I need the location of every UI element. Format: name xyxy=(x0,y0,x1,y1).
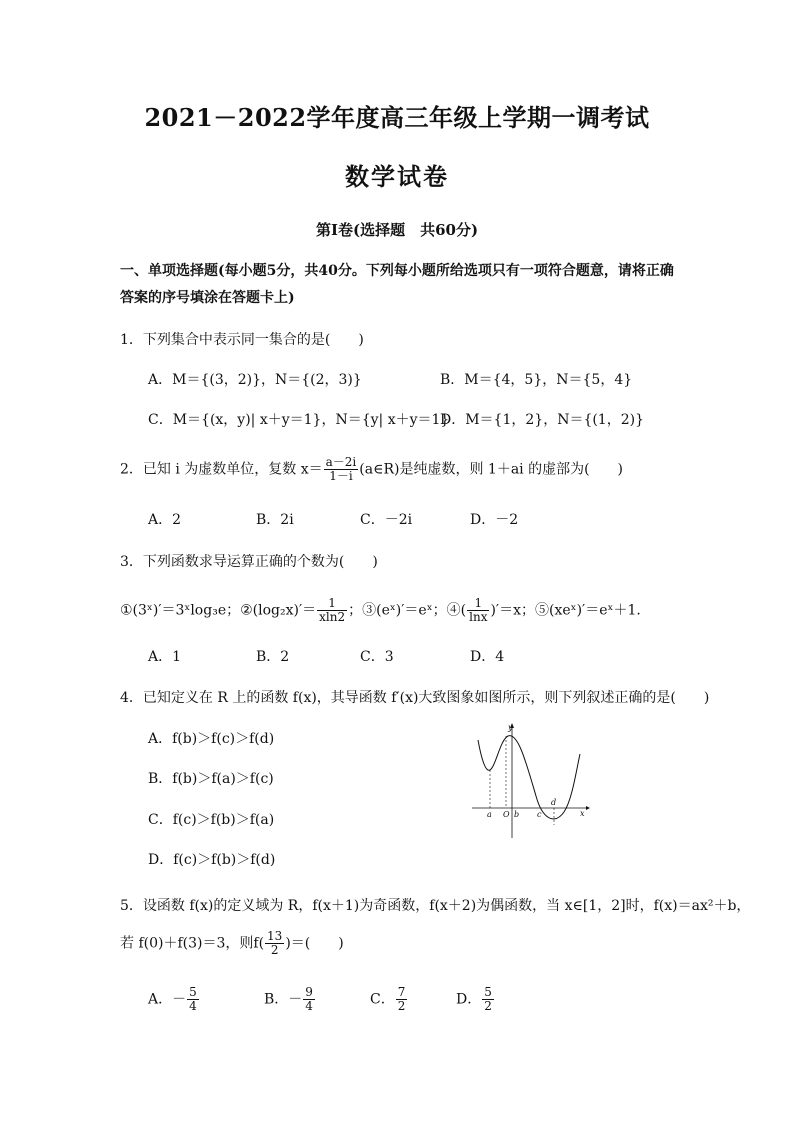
q5-a-label: A．－ xyxy=(148,991,187,1008)
q3-items-part3: )′＝x；⑤(xeˣ)′＝eˣ＋1. xyxy=(490,602,641,619)
q5-d-label: D． xyxy=(456,991,482,1008)
q1-option-d: D．M＝{1，2}，N＝{(1，2)} xyxy=(440,412,644,428)
label-x: x xyxy=(580,809,585,818)
q5-b-label: B．－ xyxy=(264,991,303,1008)
q2-denominator: 1－i xyxy=(329,469,353,483)
derivative-curve xyxy=(478,736,580,819)
q3-option-c: C．3 xyxy=(360,649,394,665)
q3-stem: 3．下列函数求导运算正确的个数为( ) xyxy=(120,554,378,570)
q4-option-a: A．f(b)＞f(c)＞f(d) xyxy=(148,731,275,747)
q5-option-c xyxy=(370,986,408,1013)
q3-f2-den: lnx xyxy=(469,610,488,624)
q5-c-den: 2 xyxy=(397,999,406,1013)
q5-frac-num: 13 xyxy=(267,929,283,943)
q3-items-part1: ①(3ˣ)′＝3ˣlog₃e；②(log₂x)′＝ xyxy=(120,602,317,619)
q5-c-label: C． xyxy=(370,991,395,1008)
q4-option-c: C．f(c)＞f(b)＞f(a) xyxy=(148,812,275,828)
q5-line2-pre: 若 f(0)＋f(3)＝3，则f( xyxy=(120,935,265,952)
q5-option-d xyxy=(456,986,495,1013)
q5-a-num: 5 xyxy=(189,985,197,999)
q4-option-d: D．f(c)＞f(b)＞f(d) xyxy=(148,852,276,868)
q2-numerator: a－2i xyxy=(325,455,357,469)
q3-option-b: B．2 xyxy=(256,649,290,665)
q4-stem: 4．已知定义在 R 上的函数 f(x)，其导函数 f′(x)大致图象如图所示，则下列叙述正确的是( ) xyxy=(120,690,710,706)
q3-f1-num: 1 xyxy=(317,597,347,611)
q5-b-den: 4 xyxy=(305,999,313,1013)
q3-option-d: D．4 xyxy=(470,649,505,665)
label-a: a xyxy=(487,810,492,819)
q3-items xyxy=(120,597,641,624)
q1-option-b: B．M＝{4，5}，N＝{5，4} xyxy=(440,372,633,388)
q5-line1: 5．设函数 f(x)的定义域为 R，f(x＋1)为奇函数，f(x＋2)为偶函数，当 x∈[1，2]时，f(x)＝ax²＋b， xyxy=(120,898,751,914)
part-heading: 第Ⅰ卷(选择题 共60分) xyxy=(315,221,479,239)
derivative-graph xyxy=(470,722,590,842)
label-y: y xyxy=(508,723,513,732)
q5-a-den: 4 xyxy=(189,999,197,1013)
q5-line2-post: )＝( ) xyxy=(285,935,344,952)
q2-option-b: B．2i xyxy=(256,512,294,528)
label-b: b xyxy=(514,810,520,819)
q2-stem xyxy=(120,456,623,483)
q3-fraction-1 xyxy=(317,597,347,624)
q5-b-num: 9 xyxy=(305,985,313,999)
q3-fraction-2 xyxy=(467,597,489,624)
q3-f2-num: 1 xyxy=(467,597,489,611)
q1-option-a: A．M＝{(3，2)}，N＝{(2，3)} xyxy=(148,372,362,388)
q3-items-part2: ；③(eˣ)′＝eˣ；④( xyxy=(348,602,467,619)
section-instructions: 一、单项选择题(每小题5分，共40分。下列每小题所给选项只有一项符合题意，请将正确答案的序号填涂在答题卡上) xyxy=(120,263,674,306)
q5-option-b xyxy=(264,986,316,1013)
q5-frac-den: 2 xyxy=(270,943,279,957)
q5-c-num: 7 xyxy=(397,985,406,999)
q3-f1-den: xln2 xyxy=(319,610,346,624)
label-c: c xyxy=(537,810,542,819)
exam-subtitle: 数学试卷 xyxy=(345,162,449,191)
q2-stem-pre: 2．已知 i 为虚数单位，复数 x＝ xyxy=(120,461,323,478)
q1-option-c: C．M＝{(x，y)| x＋y＝1}，N＝{y| x＋y＝1} xyxy=(148,412,450,428)
q1-stem: 1．下列集合中表示同一集合的是( ) xyxy=(120,332,364,348)
x-axis-arrow xyxy=(586,806,590,810)
label-d: d xyxy=(551,798,557,807)
q5-fraction xyxy=(265,930,284,957)
q2-fraction xyxy=(324,456,359,483)
q5-d-den: 2 xyxy=(484,999,492,1013)
q2-option-d: D．－2 xyxy=(470,512,519,528)
q5-d-num: 5 xyxy=(484,985,492,999)
label-o: O xyxy=(503,810,510,819)
q4-option-b: B．f(b)＞f(a)＞f(c) xyxy=(148,771,274,787)
q5-option-a xyxy=(148,986,200,1013)
exam-title: 2021－2022学年度高三年级上学期一调考试 xyxy=(144,103,650,132)
q5-line2 xyxy=(120,930,344,957)
q2-option-a: A．2 xyxy=(148,512,182,528)
q2-stem-post: (a∈R)是纯虚数，则 1＋ai 的虚部为( ) xyxy=(359,461,624,478)
q3-option-a: A．1 xyxy=(148,649,182,665)
q2-option-c: C．－2i xyxy=(360,512,413,528)
